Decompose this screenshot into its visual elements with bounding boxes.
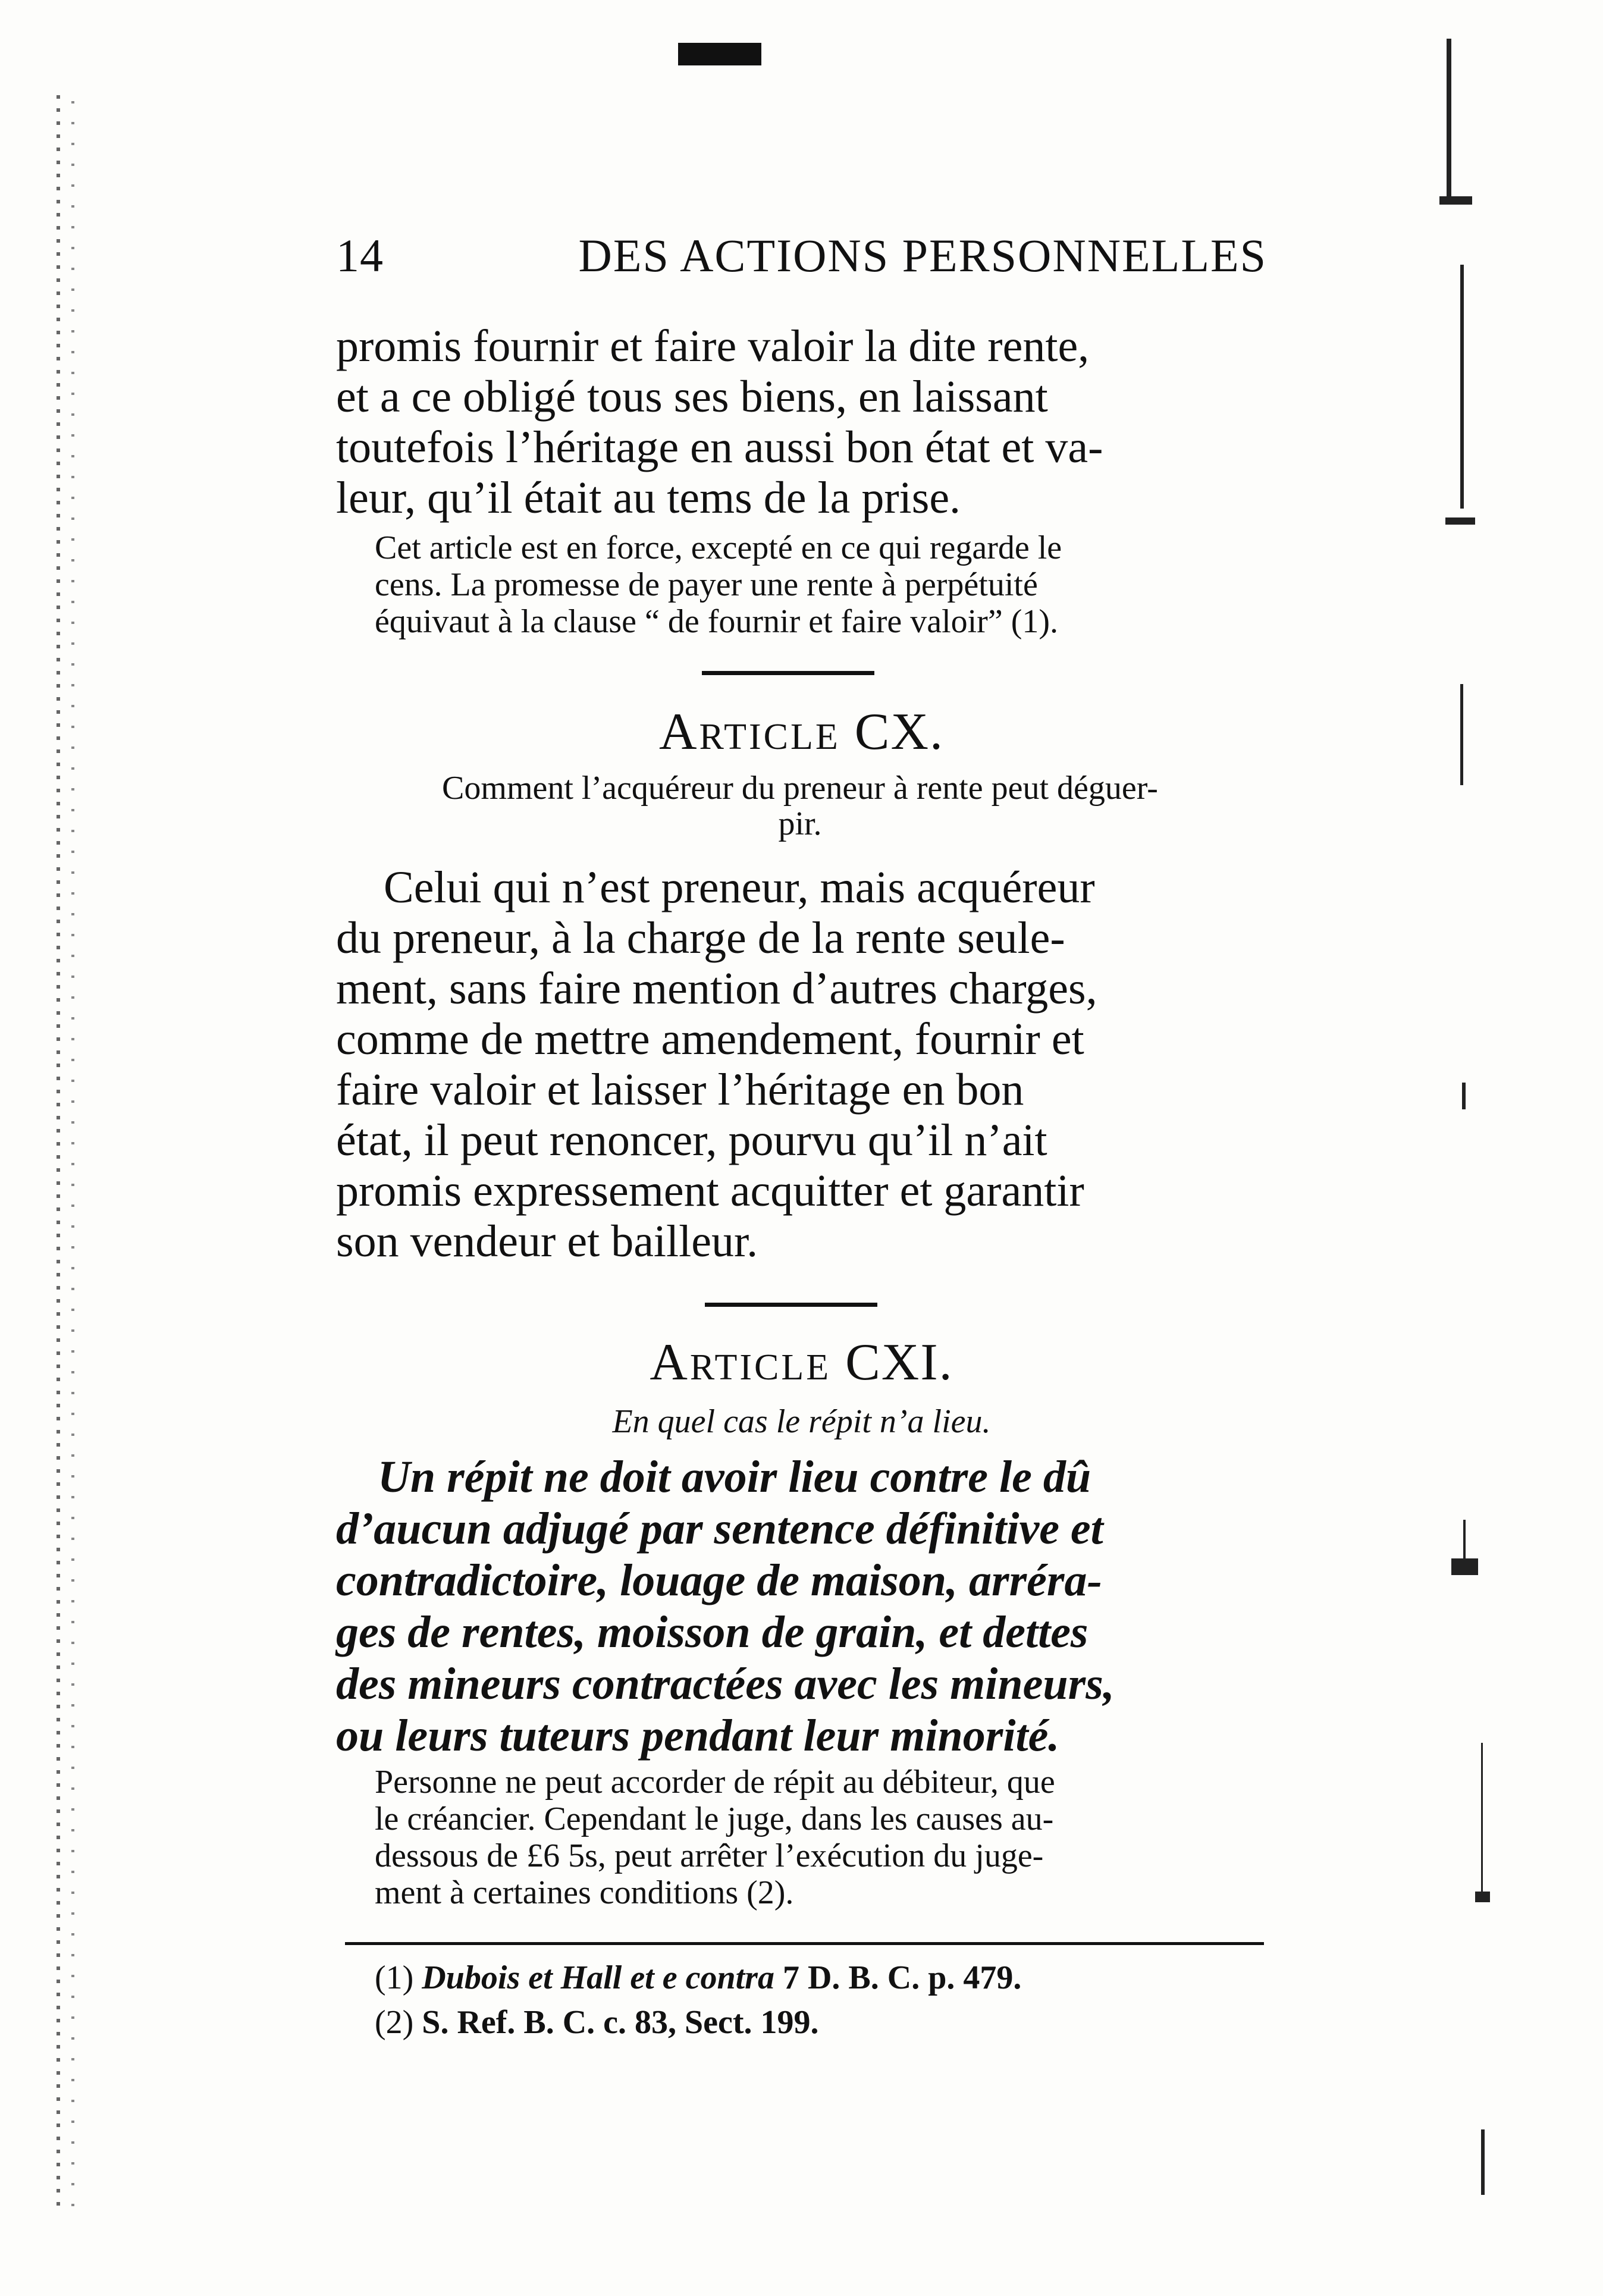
article-cxi-text: Un répit ne doit avoir lieu contre le dû d’aucun adjugé par sentence définitive et contradictoire, louage de maison, arréra- ges de rentes, moisson de grain, et dettes des mineurs contractées avec les mineurs, ou leurs tuteurs pendant leur minorité. [336,1452,1115,1761]
page-number: 14 [336,230,384,281]
right-edge-mark [1462,1083,1466,1109]
running-title: DES ACTIONS PERSONNELLES [578,230,1267,281]
article-cxi-heading [336,1332,1267,1392]
article-number: CX. [854,703,945,761]
article-label: Article [658,703,840,761]
right-edge-line [1447,39,1451,199]
right-edge-line [1463,1520,1466,1561]
right-edge-mark [1475,1892,1490,1902]
footnote-marker: (2) [375,2004,414,2041]
section-divider [705,1303,877,1307]
intro-note: Cet article est en force, excepté en ce qui regarde le cens. La promesse de payer une rente à perpétuité équivaut à la clause “ de fournir et faire valoir” (1). [375,529,1062,640]
right-edge-mark [1445,517,1475,525]
footnote-rule [345,1942,1264,1945]
article-number: CXI. [845,1334,953,1391]
article-cx-summary: Comment l’acquéreur du preneur à rente peut déguer- pir. [442,770,1158,842]
article-cx-text: Celui qui n’est preneur, mais acquéreur du preneur, à la charge de la rente seule- ment, sans faire mention d’autres charges, comme de mettre amendement, fournir et faire valoir et laisser l’héritage en bon état, il peut renoncer, pourvu qu’il n’ait promis expressement acquitter et garantir son vendeur et bailleur. [336,862,1097,1266]
footnote-marker: (1) [375,1959,414,1996]
running-header [336,223,1267,288]
article-label: Article [650,1334,832,1391]
footnote-1 [375,1957,1021,1999]
left-edge-speckle [57,95,60,2207]
intro-paragraph: promis fournir et faire valoir la dite rente, et a ce obligé tous ses biens, en laissant toutefois l’héritage en aussi bon état et va- leur, qu’il était au tems de la prise. [336,321,1103,523]
article-cxi-note: Personne ne peut accorder de répit au débiteur, que le créancier. Cependant le juge, dans les causes au- dessous de £6 5s, peut arrêter l’exécution du juge- ment à certaines conditions (2). [375,1764,1055,1911]
article-cx-heading [336,702,1267,762]
footnote-case-name: Dubois et Hall et e contra [422,1959,774,1996]
section-divider [702,671,874,675]
right-edge-line [1481,1743,1483,1892]
article-cxi-summary: En quel cas le répit n’a lieu. [612,1403,991,1440]
footnote-citation: 7 D. B. C. p. 479. [782,1959,1022,1996]
right-edge-line [1460,265,1464,509]
footnote-citation: S. Ref. B. C. c. 83, Sect. 199. [422,2004,819,2041]
right-edge-line [1481,2129,1485,2195]
right-edge-mark [1451,1558,1478,1575]
right-edge-mark [1439,196,1472,205]
top-ink-mark [678,43,761,65]
right-edge-line [1460,684,1463,785]
footnote-2 [375,2002,819,2043]
left-edge-speckle [71,95,74,2207]
